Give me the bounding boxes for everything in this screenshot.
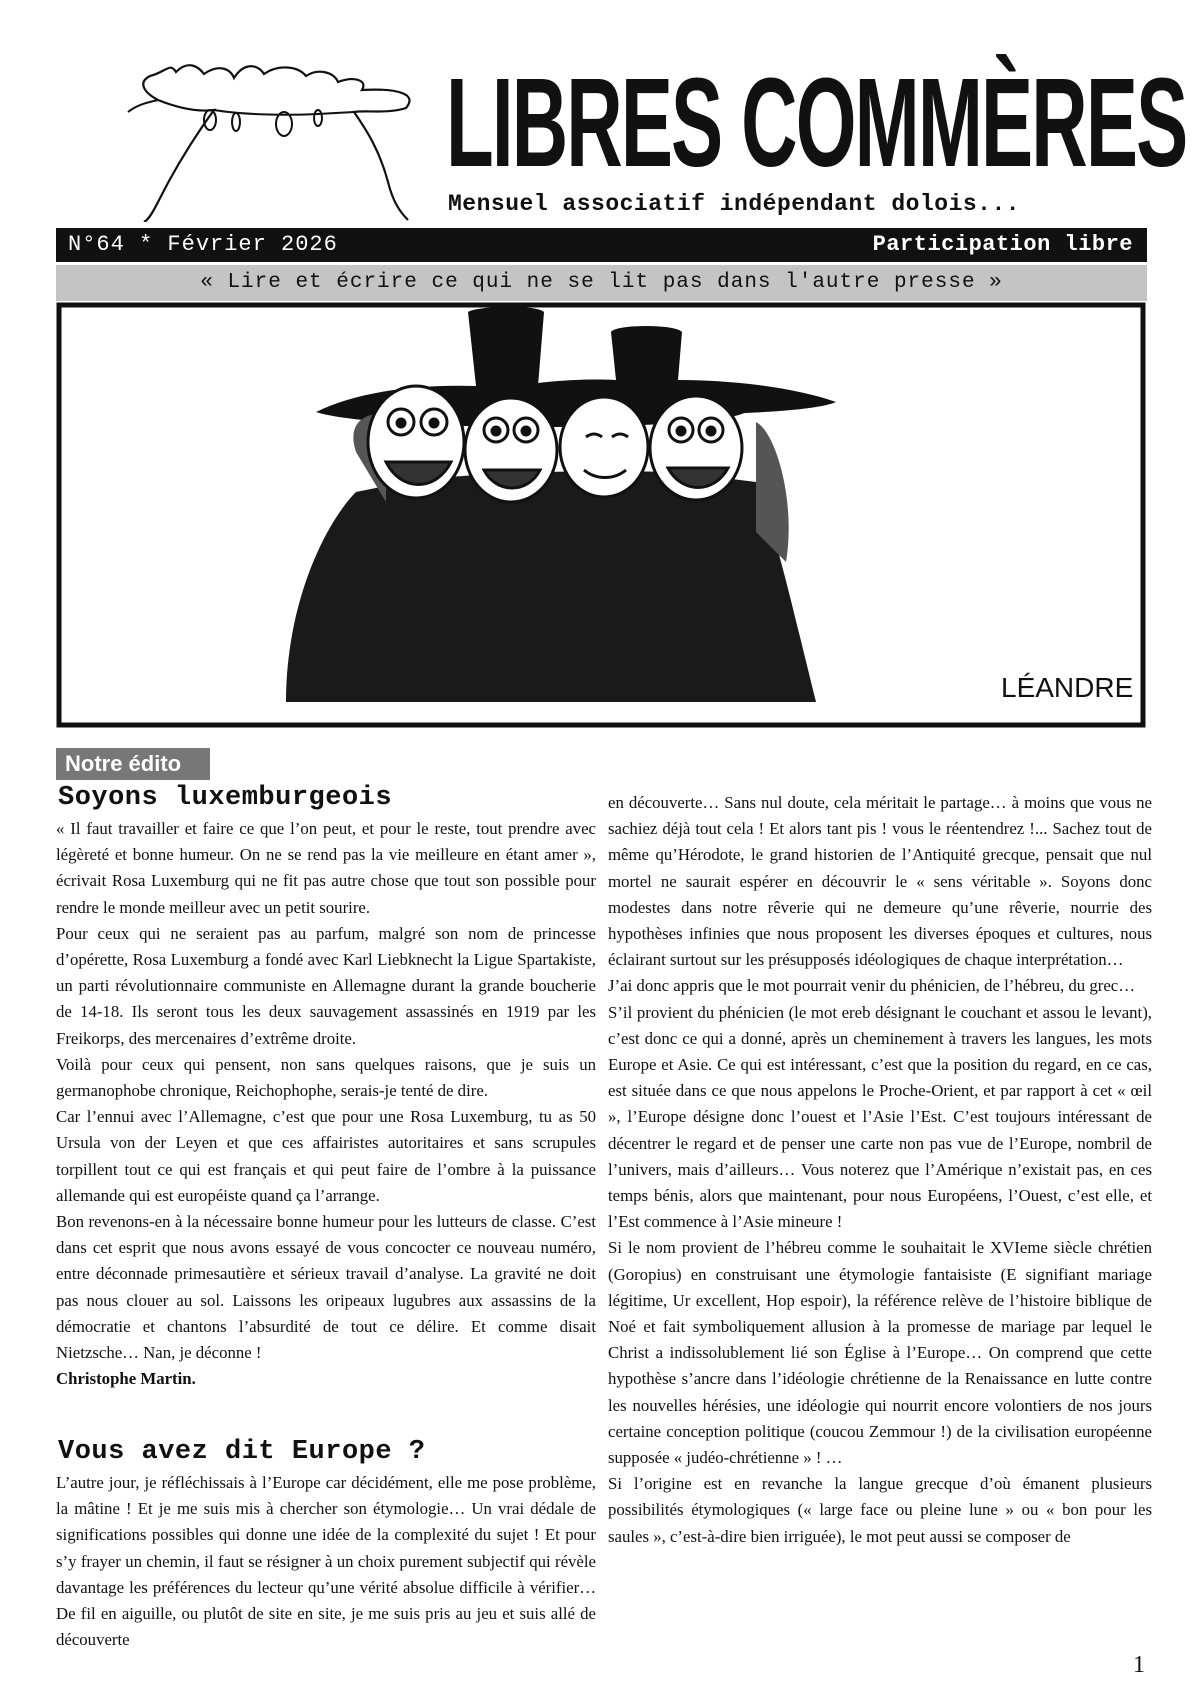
paragraph: Si l’origine est en revanche la langue grecque d’où émanent plusieurs possibilités étymologiques (« large face ou pleine lune » ou « bon pour les saules », c’est-à-dire bien irriguée), le mot peut aussi se composer de — [608, 1474, 1152, 1546]
price-label: Participation libre — [872, 232, 1133, 257]
section-label: Notre édito — [56, 748, 210, 780]
paragraph: en découverte… Sans nul doute, cela méritait le partage… à moins que vous ne sachiez déjà tout cela ! Et alors tant pis ! vous le réentendrez !... Sachez tout de même qu’Hérodote, le grand historien de l’Antiquité grecque, pensait que nul mortel ne saurait espérer en découvrir le « sens véritable ». Soyons donc modestes dans notre rêverie qui ne demeure qu’une rêverie, nourrie des hypothèses infinies que nous proposent les diverses époques et cultures, nous éclairant surtout sur les présupposés idéologiques de chaque interprétation… — [608, 793, 1152, 970]
europe-headline: Vous avez dit Europe ? — [58, 1437, 426, 1467]
issue-info-bar — [56, 228, 1147, 262]
paragraph: Voilà pour ceux qui pensent, non sans quelques raisons, que je suis un germanophobe chronique, Reichophophe, serais-je tenté de dire. — [56, 1054, 596, 1101]
edito-headline: Soyons luxemburgeois — [58, 783, 393, 813]
cloaked-bodies-icon — [286, 471, 816, 702]
paragraph: J’ai donc appris que le mot pourrait venir du phénicien, de l’hébreu, du grec… — [608, 976, 1136, 996]
paragraph: Si le nom provient de l’hébreu comme le souhaitait le XVIeme siècle chrétien (Goropius) en construisant une étymologie fantaisiste (E signifiant mariage légitime, Ur excellent, Hop espoir), la référence relève de l’histoire biblique de Noé et fait symboliquement allusion à la promesse de mariage par lequel le Christ a indissolublement lié son Église à l’Europe… On comprend que cette hypothèse s’ancre dans l’idéologie chrétienne de la Renaissance en lutte contre les nouvelles hérésies, une idéologie qui nourrit encore volontiers de nos jours certaine conception politique (coucou Zemmour !) de la civilisation européenne supposée « judéo-chrétienne » ! … — [608, 1238, 1152, 1468]
paragraph: Bon revenons-en à la nécessaire bonne humeur pour les lutteurs de classe. C’est dans cet esprit que nous avons essayé de vous concocter ce nouveau numéro, entre déconnade primesautière et sérieux travail d’analyse. La gravité ne doit pas nous clouer au sol. Laissons les oripeaux lugubres aux assassins de la démocratie et chantons l’absurdité de tout ce délire. Et comme disait Nietzsche… Nan, je déconne ! — [56, 1212, 596, 1363]
issue-number: N°64 * Février 2026 — [68, 232, 338, 257]
page-number: 1 — [1133, 1652, 1145, 1678]
paragraph: « Il faut travailler et faire ce que l’on peut, et pour le reste, tout prendre avec légèreté et bonne humeur. On ne se rend pas la vie meilleure en étant amer », écrivait Rosa Luxemburg qui ne fit pas autre chose que tout son possible pour rendre le monde meilleur avec un petit sourire. — [56, 819, 596, 917]
paragraph: S’il provient du phénicien (le mot ereb désignant le couchant et assou le levant), c’est donc ce qui a donné, après un cheminement à travers les langues, les mots Europe et Asie. Ce qui est intéressant, c’est que la position du regard, en ce cas, est située dans ce que nous appelons le Proche-Orient, et par rapport à cet « œil », l’Europe désigne donc l’ouest et l’Asie l’Est. C’est toujours intéressant de décentrer le regard et de penser une carte non pas vue de l’Europe, nombril de l’univers, mais d’ailleurs… Vous noterez que l’Amérique n’existait pas, en ces temps bénis, alors que maintenant, pour nous Européens, l’Ouest, c’est elle, et l’Est commence à l’Asie mineure ! — [608, 1002, 1152, 1232]
newspaper-subtitle: Mensuel associatif indépendant dolois... — [448, 191, 1021, 217]
illustrator-signature: LÉANDRE — [1001, 672, 1134, 703]
cover-illustration — [56, 302, 1146, 730]
newspaper-title: LIBRES COMMÈRES — [446, 52, 1187, 193]
paragraph: Pour ceux qui ne seraient pas au parfum, malgré son nom de princesse d’opérette, Rosa Luxemburg a fondé avec Karl Liebknecht la Ligue Spartakiste, un parti révolutionnaire communiste en Allemagne durant la grande boucherie de 14-18. Ils seront tous les deux sauvagement assassinés en 1919 par les Freikorps, des mercenaires d’extrême droite. — [56, 923, 596, 1048]
paragraph: L’autre jour, je réfléchissais à l’Europe car décidément, elle me pose problème, la mâtine ! Et je me suis mis à chercher son étymologie… Un vrai dédale de significations possibles qui donne une idée de la complexité du sujet ! Et pour s’y frayer un chemin, il faut se résigner à un choix purement subjectif qui révèle davantage les préférences du lecteur qu’une vérité absolue difficile à vérifier… De fil en aiguille, ou plutôt de site en site, je me suis pris au jeu et suis allé de découverte — [56, 1473, 596, 1650]
europe-body-left — [56, 1470, 596, 1653]
author-signature: Christophe Martin. — [56, 1369, 196, 1389]
newspaper-logo-icon — [118, 52, 452, 222]
paragraph: Car l’ennui avec l’Allemagne, c’est que pour une Rosa Luxemburg, tu as 50 Ursula von der Leyen et que ces affairistes autoritaires et sans scrupules torpillent tout ce qui est français et qui peut faire de l’ombre à la puissance allemande qui est européiste quand ça l’arrange. — [56, 1107, 596, 1205]
europe-body-right — [608, 790, 1152, 1550]
tagline: « Lire et écrire ce qui ne se lit pas dans l'autre presse » — [56, 265, 1147, 301]
edito-body — [56, 816, 596, 1392]
